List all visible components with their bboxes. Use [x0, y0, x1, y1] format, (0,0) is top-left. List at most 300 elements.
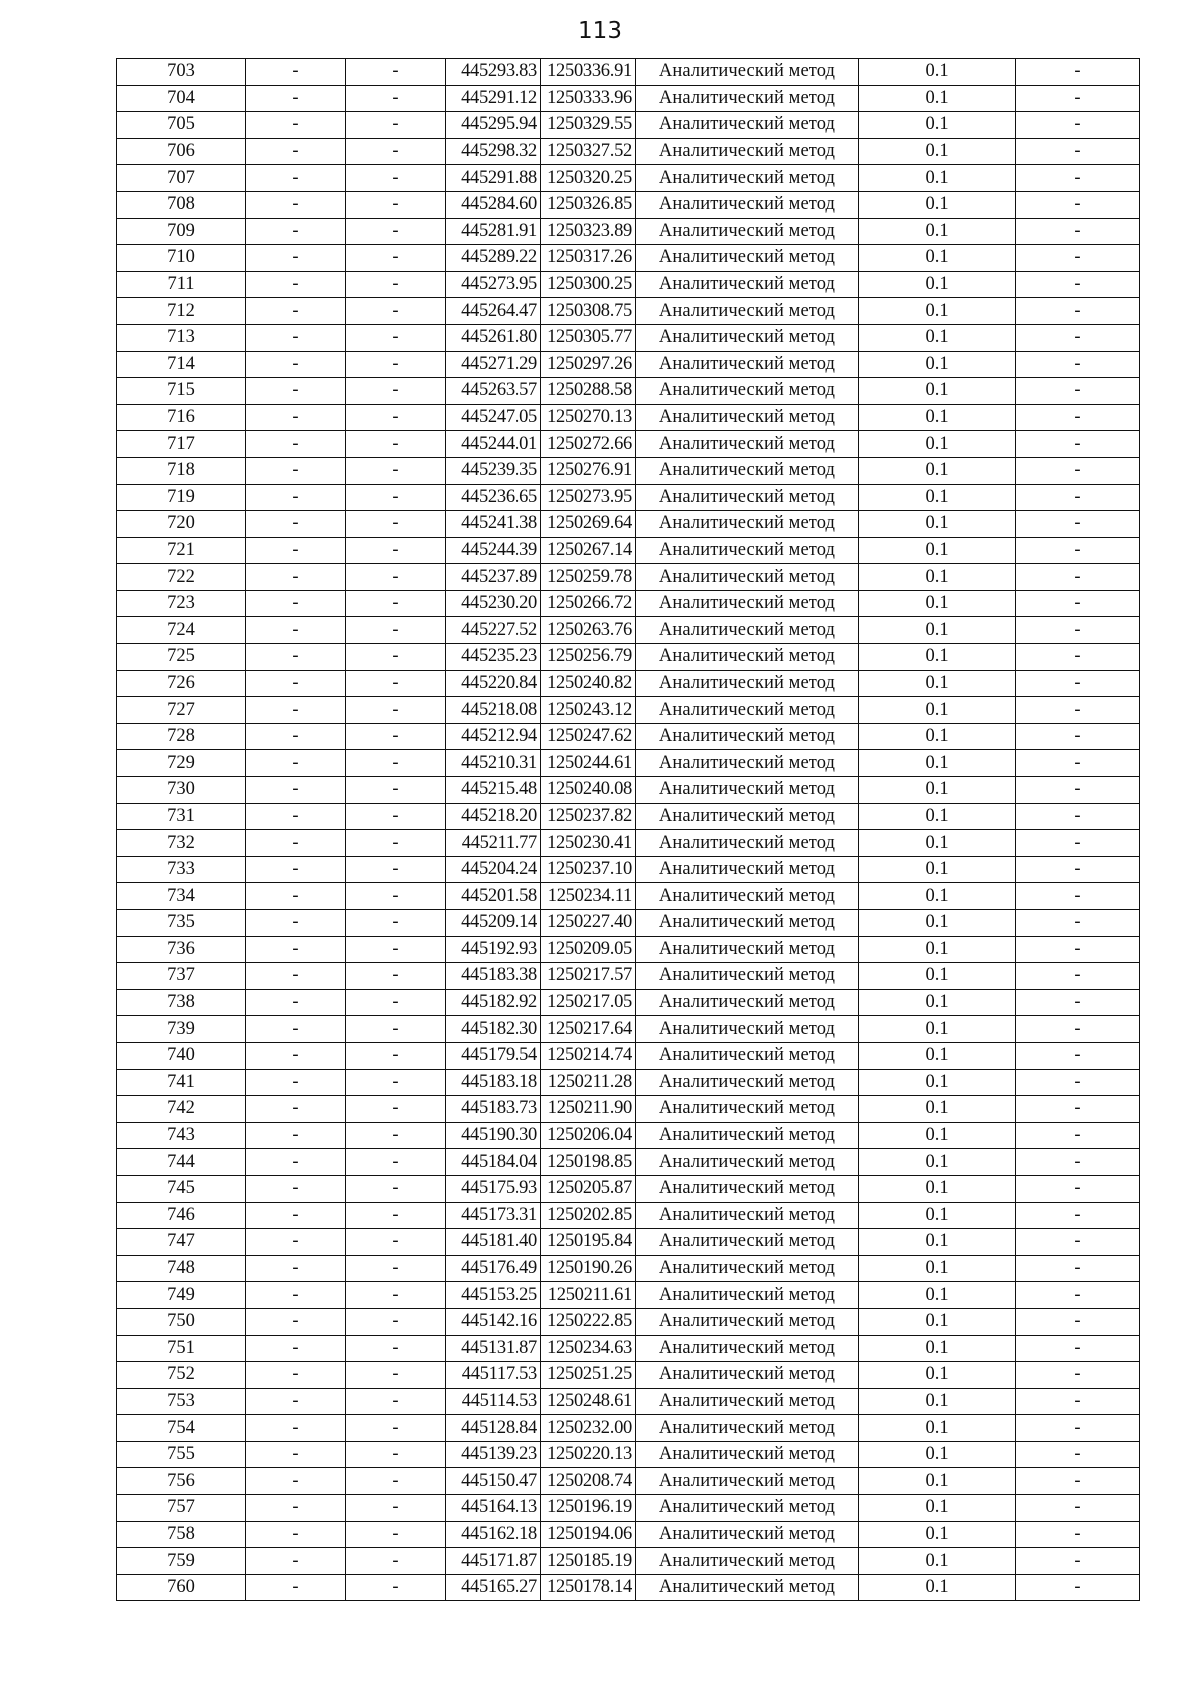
cell-method: Аналитический метод	[636, 191, 859, 218]
cell-old-y: -	[346, 1016, 446, 1043]
cell-description: -	[1016, 1069, 1140, 1096]
cell-xcoord: 445173.31	[446, 1202, 541, 1229]
cell-xcoord: 445212.94	[446, 723, 541, 750]
cell-old-y: -	[346, 1042, 446, 1069]
cell-ycoord: 1250217.64	[541, 1016, 636, 1043]
cell-old-x: -	[246, 1175, 346, 1202]
cell-point-number: 733	[117, 856, 246, 883]
cell-point-number: 734	[117, 883, 246, 910]
cell-point-number: 716	[117, 404, 246, 431]
cell-ycoord: 1250185.19	[541, 1548, 636, 1575]
table-row	[117, 750, 1140, 777]
cell-description: -	[1016, 697, 1140, 724]
table-row	[117, 989, 1140, 1016]
cell-old-y: -	[346, 1255, 446, 1282]
cell-accuracy: 0.1	[859, 856, 1016, 883]
cell-old-x: -	[246, 1441, 346, 1468]
cell-point-number: 710	[117, 245, 246, 272]
cell-description: -	[1016, 856, 1140, 883]
cell-old-x: -	[246, 85, 346, 112]
cell-point-number: 732	[117, 830, 246, 857]
cell-point-number: 746	[117, 1202, 246, 1229]
cell-description: -	[1016, 165, 1140, 192]
cell-old-y: -	[346, 1574, 446, 1601]
cell-xcoord: 445235.23	[446, 644, 541, 671]
cell-old-y: -	[346, 1149, 446, 1176]
cell-xcoord: 445162.18	[446, 1521, 541, 1548]
cell-old-y: -	[346, 936, 446, 963]
cell-point-number: 705	[117, 112, 246, 139]
cell-point-number: 723	[117, 590, 246, 617]
cell-ycoord: 1250273.95	[541, 484, 636, 511]
table-row	[117, 271, 1140, 298]
cell-description: -	[1016, 1096, 1140, 1123]
table-row	[117, 803, 1140, 830]
cell-description: -	[1016, 1495, 1140, 1522]
cell-old-x: -	[246, 1282, 346, 1309]
cell-xcoord: 445114.53	[446, 1388, 541, 1415]
cell-accuracy: 0.1	[859, 1122, 1016, 1149]
cell-ycoord: 1250326.85	[541, 191, 636, 218]
cell-accuracy: 0.1	[859, 1441, 1016, 1468]
cell-old-y: -	[346, 644, 446, 671]
cell-method: Аналитический метод	[636, 1069, 859, 1096]
cell-point-number: 725	[117, 644, 246, 671]
cell-point-number: 750	[117, 1308, 246, 1335]
cell-xcoord: 445281.91	[446, 218, 541, 245]
cell-old-x: -	[246, 1229, 346, 1256]
cell-accuracy: 0.1	[859, 351, 1016, 378]
cell-ycoord: 1250217.05	[541, 989, 636, 1016]
cell-method: Аналитический метод	[636, 298, 859, 325]
cell-description: -	[1016, 59, 1140, 86]
table-row	[117, 511, 1140, 538]
cell-accuracy: 0.1	[859, 1042, 1016, 1069]
table-row	[117, 298, 1140, 325]
cell-xcoord: 445131.87	[446, 1335, 541, 1362]
cell-xcoord: 445192.93	[446, 936, 541, 963]
cell-old-y: -	[346, 1229, 446, 1256]
cell-ycoord: 1250237.10	[541, 856, 636, 883]
cell-ycoord: 1250195.84	[541, 1229, 636, 1256]
cell-old-y: -	[346, 803, 446, 830]
cell-description: -	[1016, 1308, 1140, 1335]
cell-xcoord: 445201.58	[446, 883, 541, 910]
cell-accuracy: 0.1	[859, 1521, 1016, 1548]
cell-description: -	[1016, 1016, 1140, 1043]
cell-ycoord: 1250220.13	[541, 1441, 636, 1468]
cell-method: Аналитический метод	[636, 112, 859, 139]
cell-method: Аналитический метод	[636, 697, 859, 724]
cell-description: -	[1016, 298, 1140, 325]
cell-ycoord: 1250240.08	[541, 777, 636, 804]
cell-old-x: -	[246, 723, 346, 750]
cell-ycoord: 1250320.25	[541, 165, 636, 192]
cell-old-y: -	[346, 1468, 446, 1495]
cell-method: Аналитический метод	[636, 617, 859, 644]
cell-old-x: -	[246, 644, 346, 671]
cell-old-x: -	[246, 537, 346, 564]
cell-ycoord: 1250297.26	[541, 351, 636, 378]
cell-ycoord: 1250227.40	[541, 910, 636, 937]
cell-accuracy: 0.1	[859, 1335, 1016, 1362]
cell-accuracy: 0.1	[859, 564, 1016, 591]
table-row	[117, 1122, 1140, 1149]
cell-accuracy: 0.1	[859, 803, 1016, 830]
table-row	[117, 378, 1140, 405]
cell-old-y: -	[346, 1362, 446, 1389]
cell-xcoord: 445263.57	[446, 378, 541, 405]
cell-description: -	[1016, 803, 1140, 830]
cell-ycoord: 1250232.00	[541, 1415, 636, 1442]
cell-point-number: 704	[117, 85, 246, 112]
cell-ycoord: 1250211.61	[541, 1282, 636, 1309]
cell-accuracy: 0.1	[859, 1096, 1016, 1123]
cell-method: Аналитический метод	[636, 1096, 859, 1123]
cell-xcoord: 445176.49	[446, 1255, 541, 1282]
cell-method: Аналитический метод	[636, 1042, 859, 1069]
cell-accuracy: 0.1	[859, 1175, 1016, 1202]
table-row	[117, 351, 1140, 378]
cell-old-y: -	[346, 723, 446, 750]
cell-old-x: -	[246, 1495, 346, 1522]
cell-method: Аналитический метод	[636, 1521, 859, 1548]
table-row	[117, 1096, 1140, 1123]
cell-old-x: -	[246, 963, 346, 990]
cell-xcoord: 445247.05	[446, 404, 541, 431]
cell-accuracy: 0.1	[859, 883, 1016, 910]
table-row	[117, 830, 1140, 857]
cell-old-x: -	[246, 457, 346, 484]
cell-point-number: 754	[117, 1415, 246, 1442]
cell-method: Аналитический метод	[636, 537, 859, 564]
cell-point-number: 745	[117, 1175, 246, 1202]
cell-ycoord: 1250272.66	[541, 431, 636, 458]
cell-point-number: 714	[117, 351, 246, 378]
cell-ycoord: 1250244.61	[541, 750, 636, 777]
cell-accuracy: 0.1	[859, 245, 1016, 272]
cell-old-y: -	[346, 1096, 446, 1123]
cell-accuracy: 0.1	[859, 723, 1016, 750]
cell-xcoord: 445175.93	[446, 1175, 541, 1202]
cell-method: Аналитический метод	[636, 1548, 859, 1575]
cell-accuracy: 0.1	[859, 1574, 1016, 1601]
table-row	[117, 112, 1140, 139]
cell-accuracy: 0.1	[859, 830, 1016, 857]
cell-accuracy: 0.1	[859, 1229, 1016, 1256]
cell-description: -	[1016, 963, 1140, 990]
cell-method: Аналитический метод	[636, 910, 859, 937]
cell-accuracy: 0.1	[859, 963, 1016, 990]
cell-method: Аналитический метод	[636, 271, 859, 298]
table-row	[117, 1069, 1140, 1096]
cell-description: -	[1016, 910, 1140, 937]
cell-method: Аналитический метод	[636, 1468, 859, 1495]
cell-accuracy: 0.1	[859, 138, 1016, 165]
cell-point-number: 760	[117, 1574, 246, 1601]
cell-ycoord: 1250336.91	[541, 59, 636, 86]
cell-old-y: -	[346, 564, 446, 591]
cell-point-number: 739	[117, 1016, 246, 1043]
cell-description: -	[1016, 750, 1140, 777]
cell-method: Аналитический метод	[636, 1362, 859, 1389]
cell-old-x: -	[246, 910, 346, 937]
cell-xcoord: 445215.48	[446, 777, 541, 804]
table-row	[117, 590, 1140, 617]
cell-accuracy: 0.1	[859, 670, 1016, 697]
cell-ycoord: 1250222.85	[541, 1308, 636, 1335]
cell-xcoord: 445183.38	[446, 963, 541, 990]
cell-point-number: 742	[117, 1096, 246, 1123]
cell-accuracy: 0.1	[859, 1415, 1016, 1442]
cell-xcoord: 445220.84	[446, 670, 541, 697]
cell-xcoord: 445183.18	[446, 1069, 541, 1096]
cell-ycoord: 1250211.28	[541, 1069, 636, 1096]
cell-accuracy: 0.1	[859, 1495, 1016, 1522]
cell-ycoord: 1250276.91	[541, 457, 636, 484]
cell-description: -	[1016, 723, 1140, 750]
cell-description: -	[1016, 1388, 1140, 1415]
cell-description: -	[1016, 378, 1140, 405]
coordinates-table	[116, 58, 1140, 1601]
cell-description: -	[1016, 644, 1140, 671]
cell-method: Аналитический метод	[636, 1282, 859, 1309]
cell-description: -	[1016, 351, 1140, 378]
cell-old-y: -	[346, 670, 446, 697]
cell-ycoord: 1250243.12	[541, 697, 636, 724]
cell-old-x: -	[246, 617, 346, 644]
cell-description: -	[1016, 511, 1140, 538]
cell-old-y: -	[346, 218, 446, 245]
cell-xcoord: 445230.20	[446, 590, 541, 617]
cell-xcoord: 445264.47	[446, 298, 541, 325]
cell-ycoord: 1250214.74	[541, 1042, 636, 1069]
cell-method: Аналитический метод	[636, 165, 859, 192]
cell-xcoord: 445293.83	[446, 59, 541, 86]
cell-point-number: 711	[117, 271, 246, 298]
cell-point-number: 743	[117, 1122, 246, 1149]
cell-old-x: -	[246, 1202, 346, 1229]
cell-accuracy: 0.1	[859, 1468, 1016, 1495]
cell-xcoord: 445241.38	[446, 511, 541, 538]
cell-old-y: -	[346, 378, 446, 405]
cell-old-y: -	[346, 883, 446, 910]
table-row	[117, 644, 1140, 671]
cell-method: Аналитический метод	[636, 830, 859, 857]
cell-xcoord: 445291.12	[446, 85, 541, 112]
cell-xcoord: 445239.35	[446, 457, 541, 484]
cell-old-y: -	[346, 457, 446, 484]
cell-old-y: -	[346, 537, 446, 564]
cell-method: Аналитический метод	[636, 777, 859, 804]
cell-xcoord: 445284.60	[446, 191, 541, 218]
cell-description: -	[1016, 112, 1140, 139]
cell-point-number: 759	[117, 1548, 246, 1575]
cell-old-y: -	[346, 963, 446, 990]
cell-xcoord: 445190.30	[446, 1122, 541, 1149]
cell-xcoord: 445182.92	[446, 989, 541, 1016]
cell-old-y: -	[346, 1548, 446, 1575]
cell-old-x: -	[246, 1308, 346, 1335]
cell-old-y: -	[346, 1495, 446, 1522]
cell-xcoord: 445271.29	[446, 351, 541, 378]
table-row	[117, 617, 1140, 644]
cell-ycoord: 1250270.13	[541, 404, 636, 431]
cell-accuracy: 0.1	[859, 537, 1016, 564]
cell-description: -	[1016, 85, 1140, 112]
cell-old-x: -	[246, 564, 346, 591]
cell-description: -	[1016, 1468, 1140, 1495]
cell-xcoord: 445211.77	[446, 830, 541, 857]
cell-method: Аналитический метод	[636, 431, 859, 458]
cell-point-number: 737	[117, 963, 246, 990]
cell-point-number: 730	[117, 777, 246, 804]
table-row	[117, 138, 1140, 165]
cell-accuracy: 0.1	[859, 218, 1016, 245]
cell-point-number: 719	[117, 484, 246, 511]
cell-ycoord: 1250317.26	[541, 245, 636, 272]
table-row	[117, 963, 1140, 990]
cell-xcoord: 445171.87	[446, 1548, 541, 1575]
cell-description: -	[1016, 1042, 1140, 1069]
cell-old-x: -	[246, 245, 346, 272]
cell-ycoord: 1250234.63	[541, 1335, 636, 1362]
cell-ycoord: 1250327.52	[541, 138, 636, 165]
cell-accuracy: 0.1	[859, 644, 1016, 671]
cell-description: -	[1016, 1415, 1140, 1442]
cell-old-y: -	[346, 1415, 446, 1442]
cell-old-x: -	[246, 138, 346, 165]
cell-description: -	[1016, 537, 1140, 564]
cell-description: -	[1016, 564, 1140, 591]
cell-old-y: -	[346, 112, 446, 139]
cell-old-y: -	[346, 1175, 446, 1202]
table-row	[117, 1042, 1140, 1069]
cell-old-y: -	[346, 989, 446, 1016]
cell-method: Аналитический метод	[636, 564, 859, 591]
cell-accuracy: 0.1	[859, 1548, 1016, 1575]
cell-method: Аналитический метод	[636, 1441, 859, 1468]
table-row	[117, 1415, 1140, 1442]
cell-xcoord: 445150.47	[446, 1468, 541, 1495]
table-row	[117, 191, 1140, 218]
cell-description: -	[1016, 1362, 1140, 1389]
table-row	[117, 564, 1140, 591]
cell-xcoord: 445273.95	[446, 271, 541, 298]
cell-ycoord: 1250308.75	[541, 298, 636, 325]
cell-description: -	[1016, 1548, 1140, 1575]
cell-method: Аналитический метод	[636, 1202, 859, 1229]
cell-method: Аналитический метод	[636, 1016, 859, 1043]
table-row	[117, 856, 1140, 883]
cell-ycoord: 1250329.55	[541, 112, 636, 139]
cell-old-x: -	[246, 351, 346, 378]
cell-method: Аналитический метод	[636, 324, 859, 351]
table-row	[117, 404, 1140, 431]
cell-old-x: -	[246, 1335, 346, 1362]
table-row	[117, 936, 1140, 963]
cell-old-x: -	[246, 271, 346, 298]
table-row	[117, 537, 1140, 564]
table-row	[117, 1308, 1140, 1335]
cell-description: -	[1016, 883, 1140, 910]
table-row	[117, 1574, 1140, 1601]
cell-old-y: -	[346, 1122, 446, 1149]
cell-old-x: -	[246, 298, 346, 325]
table-row	[117, 697, 1140, 724]
cell-ycoord: 1250251.25	[541, 1362, 636, 1389]
cell-old-x: -	[246, 1388, 346, 1415]
cell-old-y: -	[346, 1069, 446, 1096]
cell-ycoord: 1250205.87	[541, 1175, 636, 1202]
cell-description: -	[1016, 1521, 1140, 1548]
cell-accuracy: 0.1	[859, 989, 1016, 1016]
table-row	[117, 324, 1140, 351]
cell-xcoord: 445209.14	[446, 910, 541, 937]
cell-old-y: -	[346, 1521, 446, 1548]
table-row	[117, 1362, 1140, 1389]
cell-old-x: -	[246, 59, 346, 86]
cell-point-number: 720	[117, 511, 246, 538]
cell-ycoord: 1250269.64	[541, 511, 636, 538]
cell-ycoord: 1250248.61	[541, 1388, 636, 1415]
cell-description: -	[1016, 777, 1140, 804]
cell-old-x: -	[246, 191, 346, 218]
cell-xcoord: 445289.22	[446, 245, 541, 272]
cell-xcoord: 445179.54	[446, 1042, 541, 1069]
cell-xcoord: 445298.32	[446, 138, 541, 165]
cell-method: Аналитический метод	[636, 59, 859, 86]
cell-old-x: -	[246, 803, 346, 830]
cell-xcoord: 445153.25	[446, 1282, 541, 1309]
cell-ycoord: 1250198.85	[541, 1149, 636, 1176]
cell-accuracy: 0.1	[859, 112, 1016, 139]
cell-old-x: -	[246, 830, 346, 857]
cell-point-number: 724	[117, 617, 246, 644]
cell-description: -	[1016, 1335, 1140, 1362]
cell-old-x: -	[246, 511, 346, 538]
cell-method: Аналитический метод	[636, 803, 859, 830]
table-row	[117, 1282, 1140, 1309]
cell-point-number: 757	[117, 1495, 246, 1522]
table-row	[117, 1495, 1140, 1522]
cell-ycoord: 1250240.82	[541, 670, 636, 697]
table-row	[117, 1229, 1140, 1256]
cell-old-x: -	[246, 1069, 346, 1096]
cell-old-x: -	[246, 856, 346, 883]
cell-old-y: -	[346, 484, 446, 511]
cell-old-y: -	[346, 245, 446, 272]
table-row	[117, 1548, 1140, 1575]
cell-method: Аналитический метод	[636, 138, 859, 165]
cell-old-y: -	[346, 431, 446, 458]
cell-description: -	[1016, 590, 1140, 617]
cell-xcoord: 445182.30	[446, 1016, 541, 1043]
cell-accuracy: 0.1	[859, 936, 1016, 963]
cell-description: -	[1016, 1202, 1140, 1229]
cell-ycoord: 1250256.79	[541, 644, 636, 671]
cell-ycoord: 1250206.04	[541, 1122, 636, 1149]
page-number: 113	[578, 18, 622, 44]
cell-accuracy: 0.1	[859, 85, 1016, 112]
cell-method: Аналитический метод	[636, 936, 859, 963]
cell-method: Аналитический метод	[636, 1388, 859, 1415]
table-row	[117, 165, 1140, 192]
cell-ycoord: 1250234.11	[541, 883, 636, 910]
cell-description: -	[1016, 431, 1140, 458]
cell-old-y: -	[346, 750, 446, 777]
table-row	[117, 1016, 1140, 1043]
